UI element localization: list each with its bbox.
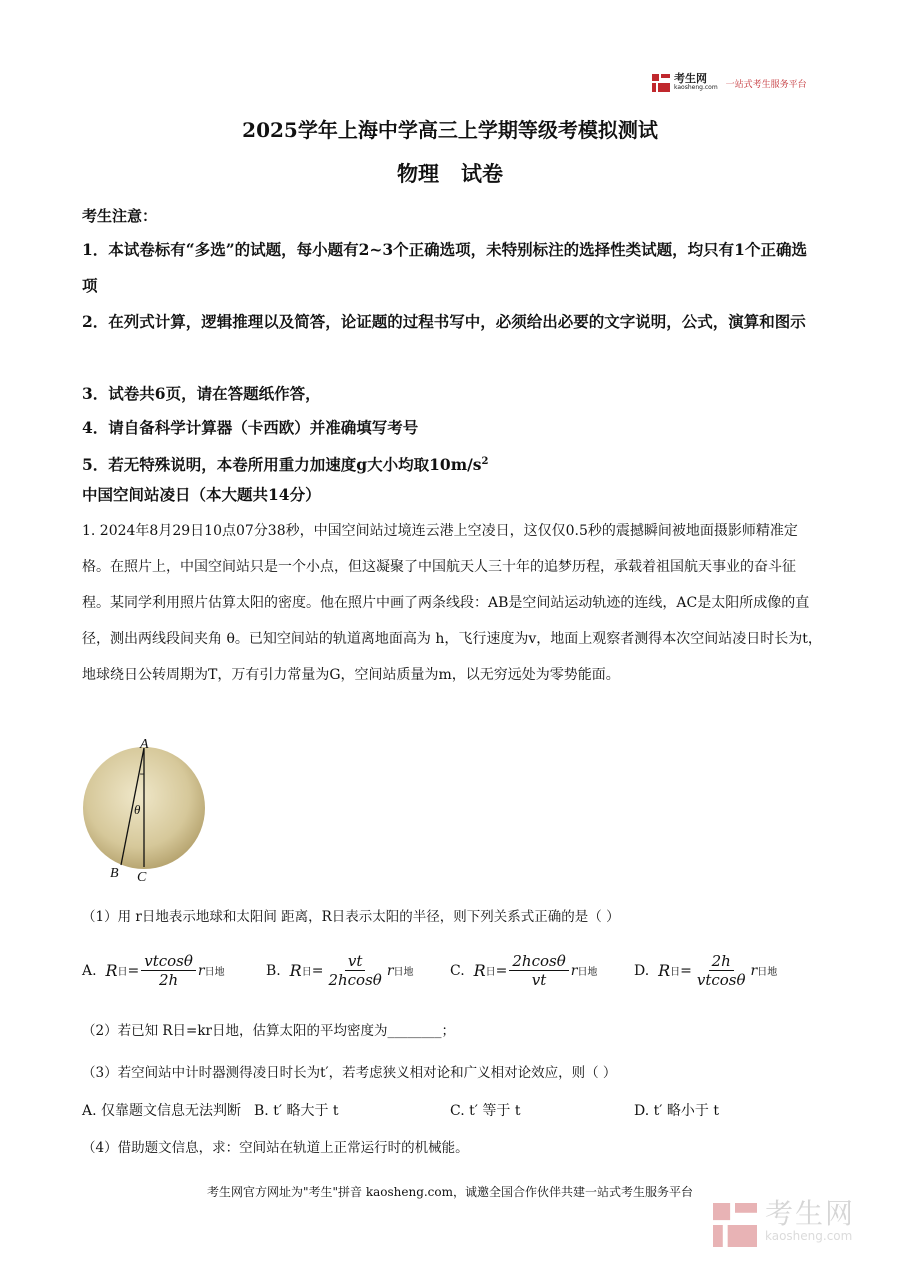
- watermark-domain: kaosheng.com: [765, 1229, 853, 1243]
- brand-logo: [652, 72, 807, 94]
- option-a[interactable]: A. R 日 = $\frac{vtcos\theta}{2h}$ r 日地: [82, 952, 225, 989]
- question-1-part-3: （3）若空间站中计时器测得凌日时长为t′，若考虑狭义相对论和广义相对论效应，则（ ）: [82, 1065, 617, 1081]
- option-c[interactable]: C. t′ 等于 t: [450, 1103, 521, 1119]
- option-c[interactable]: C. R 日 = $\frac{2hcos\theta}{vt}$ r 日地: [450, 952, 598, 989]
- notice-rule-3: 3．试卷共6页，请在答题纸作答，: [82, 384, 321, 403]
- brand-mark-icon: [652, 74, 670, 92]
- notice-rule-4: 4．请自备科学计算器（卡西欧）并准确填写考号: [82, 418, 419, 437]
- page-title: 2025学年上海中学高三上学期等级考模拟测试: [242, 118, 658, 142]
- option-b[interactable]: B. t′ 略大于 t: [254, 1103, 339, 1119]
- label-theta: θ: [134, 802, 141, 817]
- question-1-stem: 1. 2024年8月29日10点07分38秒，中国空间站过境连云港上空凌日，这仅仅0.5秒的震撼瞬间被地面摄影师精准定格。在照片上，中国空间站只是一个小点，但这凝聚了中国航天人三十年的追梦历程，承载着祖国航天事业的奋斗征程。某同学利用照片估算太阳的密度。他在照片中画了两条线段：AB是空间站运动轨迹的连线，AC是太阳所成像的直径，测出两线段间夹角 θ。已知空间站的轨道离地面高为 h，飞行速度为v，地面上观察者测得本次空间站凌日时长为t，地球绕日公转周期为T，万有引力常量为G，空间站质量为m，以无穷远处为零势能面。: [82, 523, 822, 683]
- question-1-part-2: （2）若已知 R日=kr日地，估算太阳的平均密度为________；: [82, 1023, 455, 1039]
- section-title: 中国空间站凌日（本大题共14分）: [82, 485, 321, 504]
- watermark-logo: [713, 1197, 856, 1247]
- watermark-mark-icon: [713, 1203, 757, 1247]
- label-a: A: [140, 737, 149, 752]
- option-a[interactable]: A. 仅靠题文信息无法判断: [82, 1103, 242, 1119]
- notice-rule-5: 5．若无特殊说明，本卷所用重力加速度g大小均取$10m/s^2$: [82, 455, 489, 475]
- brand-slogan: 一站式考生服务平台: [725, 79, 807, 90]
- option-d[interactable]: D. R 日 = $\frac{2h}{vtcos\theta}$ r 日地: [634, 952, 778, 989]
- brand-domain: kaosheng.com: [674, 84, 718, 91]
- label-b: B: [110, 866, 119, 881]
- sun-transit-diagram: [80, 734, 215, 888]
- option-d[interactable]: D. t′ 略小于 t: [634, 1103, 719, 1119]
- fraction: $\frac{2h}{vtcos\theta}$: [696, 952, 746, 989]
- notice-heading: 考生注意：: [82, 207, 158, 225]
- watermark-name: 考生网: [765, 1197, 856, 1230]
- question-1-part-1: （1）用 r日地表示地球和太阳间 距离，R日表示太阳的半径，则下列关系式正确的是（ ）: [82, 909, 620, 925]
- notice-rule-1: 1．本试卷标有“多选”的试题，每小题有2~3个正确选项，未特别标注的选择性类试题，均只有1个正确选项: [82, 240, 807, 295]
- option-b[interactable]: B. R 日 = $\frac{vt}{2hcos\theta}$ r 日地: [266, 952, 414, 989]
- page-footer: 考生网官方网址为"考生"拼音 kaosheng.com，诚邀全国合作伙伴共建一站式考生服务平台: [206, 1185, 694, 1199]
- question-1-part-4: （4）借助题文信息，求：空间站在轨道上正常运行时的机械能。: [82, 1140, 469, 1156]
- fraction: $\frac{vt}{2hcos\theta}$: [328, 952, 382, 989]
- fraction: $\frac{2hcos\theta}{vt}$: [509, 952, 568, 989]
- brand-name: 考生网: [674, 72, 707, 85]
- fraction: $\frac{vtcos\theta}{2h}$: [141, 952, 196, 989]
- page-subtitle: 物理 试卷: [397, 161, 503, 186]
- notice-rule-2: 2．在列式计算，逻辑推理以及简答，论证题的过程书写中，必须给出必要的文字说明，公式，演算和图示: [82, 312, 806, 331]
- label-c: C: [137, 870, 147, 884]
